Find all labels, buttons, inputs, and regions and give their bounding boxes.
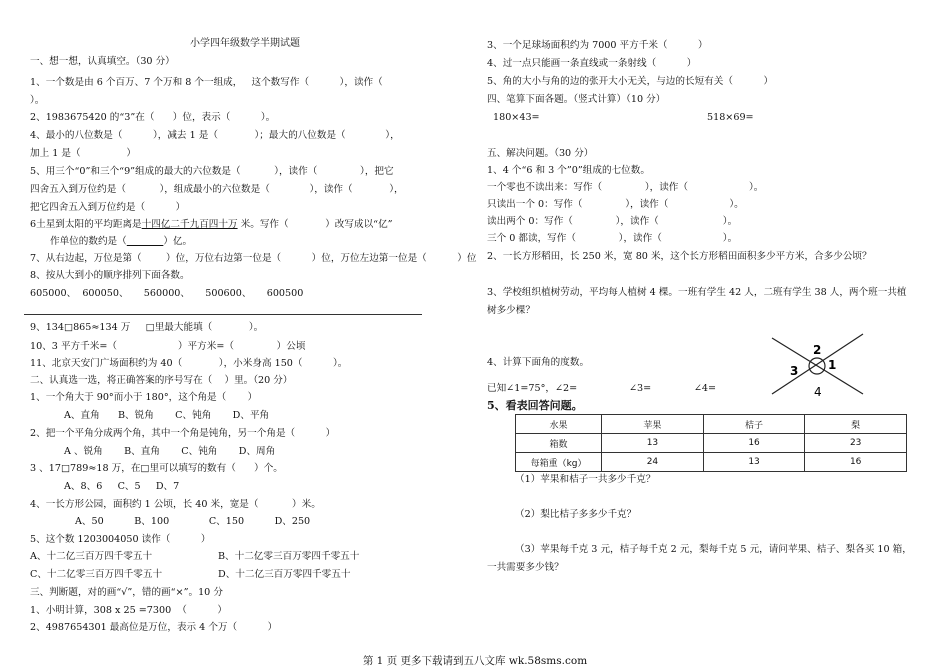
table-header-cell: 水果 [516, 415, 602, 434]
angle-diagram [768, 330, 868, 406]
choice-3-options: A、8、6 C、5 D、7 [64, 481, 180, 492]
answer-line [24, 314, 422, 315]
page-footer: 第 1 页 更多下载请到五八文库 wk.58sms.com [362, 655, 588, 667]
question-5-end: 把它四舍五入到万位约是（ ） [30, 202, 186, 213]
section-5-heading: 五、解决问题。（30 分） [487, 148, 594, 159]
table-cell: 24 [602, 453, 704, 472]
table-cell: 箱数 [516, 434, 602, 453]
judge-2: 2、4987654301 最高位是万位，表示 4 个万（ ） [30, 622, 278, 633]
angle-label-2: 2 [813, 343, 822, 357]
choice-5: 5、这个数 1203004050 读作（ ） [30, 534, 211, 545]
problem-1: 1、4 个“6 和 3 个”0”组成的七位数。 [487, 165, 650, 176]
table-row [516, 434, 907, 453]
table-question-3: （3）苹果每千克 3 元，桔子每千克 2 元，梨每千克 5 元，请问苹果、桔子、梨各买 10 箱， [515, 544, 912, 555]
table-question-1: （1）苹果和桔子一共多少千克？ [515, 474, 656, 485]
table-row [516, 453, 907, 472]
table-cell: 23 [805, 434, 907, 453]
question-5: 5、用三个“0”和三个“9”组成的最大的六位数是（ ），读作（ ），把它 [30, 166, 394, 177]
fruit-table [515, 414, 907, 472]
question-9: 9、134□865≈134 万 □里最大能填（ ）。 [30, 322, 264, 333]
table-cell: 16 [703, 434, 805, 453]
table-question-2: （2）梨比桔子多多少千克？ [515, 509, 637, 520]
angle-label-4: 4 [814, 385, 822, 399]
question-8: 8、按从大到小的顺序排列下面各数。 [30, 270, 190, 281]
question-6-text: 6土星到太阳的平均距离是 [30, 219, 142, 230]
question-4: 4、最小的八位数是（ ），减去 1 是（ ）；最大的八位数是（ ）， [30, 130, 400, 141]
table-header-cell: 桔子 [703, 415, 805, 434]
section-3-heading: 三、判断题，对的画“√”，错的画“×”。10 分 [30, 587, 223, 598]
judge-4: 4、过一点只能画一条直线或一条射线（ ） [487, 58, 697, 69]
problem-1-d: 三个 0 都读，写作（ ），读作（ ）。 [487, 233, 738, 244]
question-6-cont-end: ）亿。 [163, 236, 193, 247]
question-5-cont: 四舍五入到万位约是（ ），组成最小的六位数是（ ），读作（ ）， [30, 184, 404, 195]
calc-1: 180×43= [493, 112, 540, 123]
choice-1-options: A、直角 B、锐角 C、钝角 D、平角 [64, 410, 270, 421]
page-title: 小学四年级数学半期试题 [190, 38, 300, 49]
section-2-heading: 二、认真选一选，将正确答案的序号写在（ ）里。（20 分） [30, 375, 293, 386]
question-6 [30, 219, 393, 231]
table-cell: 13 [602, 434, 704, 453]
choice-5-option-c: C、十二亿零三百万四千零五十 [30, 569, 163, 580]
question-1-end: ）。 [30, 95, 45, 106]
question-6-text-end: 米。写作（ ）改写成以“亿” [237, 219, 393, 230]
problem-3-cont: 树多少棵？ [487, 305, 535, 316]
choice-2: 2、把一个平角分成两个角，其中一个角是钝角，另一个角是（ ） [30, 428, 336, 439]
section-4-heading: 四、笔算下面各题。（竖式计算）（10 分） [487, 94, 666, 105]
table-cell: 每箱重（kg） [516, 453, 602, 472]
question-6-blank [127, 236, 164, 247]
table-cell: 16 [805, 453, 907, 472]
choice-5-option-a: A、十二亿三百万四千零五十 [30, 551, 153, 562]
number-list: 605000、 600050、 560000、 500600、 600500 [30, 288, 304, 299]
problem-1-a: 一个零也不读出来：写作（ ），读作（ ）。 [487, 182, 764, 193]
question-6-cont [50, 236, 192, 248]
calc-2: 518×69= [707, 112, 754, 123]
problem-4: 4、计算下面角的度数。 [487, 357, 590, 368]
table-question-3-cont: 一共需要多少钱？ [487, 562, 564, 573]
problem-2: 2、一长方形稻田，长 250 米，宽 80 米，这个长方形稻田面积多少平方米，合多少公顷？ [487, 251, 872, 262]
table-cell: 13 [703, 453, 805, 472]
table-header-cell: 梨 [805, 415, 907, 434]
choice-5-option-b: B、十二亿零三百万零四千零五十 [218, 551, 360, 562]
judge-3: 3、一个足球场面积约为 7000 平方千米（ ） [487, 40, 708, 51]
choice-5-option-d: D、十二亿三百万零四千零五十 [218, 569, 351, 580]
choice-4-options: A、50 B、100 C、150 D、250 [75, 516, 311, 527]
question-1: 1、一个数是由 6 个百万、7 个万和 8 个一组成， 这个数写作（ ），读作（ [30, 77, 383, 88]
table-header-cell: 苹果 [602, 415, 704, 434]
angle-label-1: 1 [828, 358, 837, 372]
choice-1: 1、一个角大于 90°而小于 180°，这个角是（ ） [30, 392, 258, 403]
question-2: 2、1983675420 的“3”在（ ）位，表示（ ）。 [30, 112, 276, 123]
question-10: 10、3 平方千米=（ ）平方米=（ ）公顷 [30, 341, 306, 352]
question-7: 7、从右边起，万位是第（ ）位，万位右边第一位是（ ）位，万位左边第一位是（ ）位 [30, 253, 477, 264]
problem-4-given: 已知∠1=75°，∠2= ∠3= ∠4= [487, 383, 717, 394]
section-1-heading: 一、想一想，认真填空。（30 分） [30, 56, 175, 67]
problem-5: 5、看表回答问题。 [487, 399, 583, 412]
table-header-row [516, 415, 907, 434]
judge-1: 1、小明计算，308 x 25 =7300 （ ） [30, 605, 227, 616]
problem-1-c: 读出两个 0：写作（ ），读作（ ）。 [487, 216, 738, 227]
problem-1-b: 只读出一个 0：写作（ ），读作（ ）。 [487, 199, 744, 210]
question-6-underlined: 十四亿二千九百四十万 [141, 219, 238, 230]
angle-label-3: 3 [790, 364, 799, 378]
question-11: 11、北京天安门广场面积约为 40（ ），小米身高 150（ ）。 [30, 358, 348, 369]
judge-5: 5、角的大小与角的边的张开大小无关，与边的长短有关（ ） [487, 76, 774, 87]
problem-3: 3、学校组织植树劳动，平均每人植树 4 棵。一班有学生 42 人，二班有学生 38 人，两个班一共植 [487, 287, 907, 298]
choice-3: 3 、17□789≈18 万，在□里可以填写的数有（ ）个。 [30, 463, 283, 474]
question-4-cont: 加上 1 是（ ） [30, 148, 136, 159]
choice-2-options: A 、锐角 B、直角 C、钝角 D、周角 [64, 446, 276, 457]
choice-4: 4、一长方形公园，面积约 1 公顷，长 40 米，宽是（ ）米。 [30, 499, 321, 510]
question-6-cont-text: 作单位的数约是（ [50, 236, 127, 247]
